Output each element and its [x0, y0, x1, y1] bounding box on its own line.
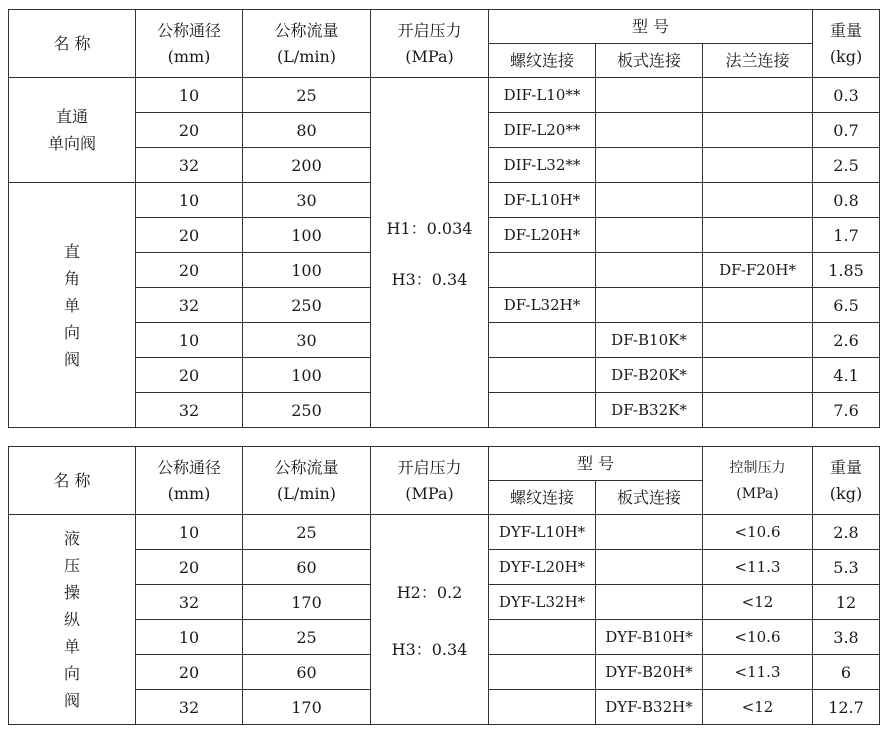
header-pressure-label: 开启压力	[397, 20, 462, 40]
pilot-check-valve-table	[8, 446, 880, 725]
cell-thread: DF-L20H*	[489, 218, 596, 253]
cell-weight: 1.85	[813, 253, 880, 288]
group-name-line: 液	[63, 529, 80, 548]
cell-weight: 12.7	[813, 690, 880, 725]
cell-flange: DF-F20H*	[703, 253, 813, 288]
cell-thread: DYF-L32H*	[489, 585, 596, 620]
header-diameter	[136, 447, 243, 515]
header-diameter-label: 公称通径	[156, 457, 221, 477]
cell-control-pressure: <10.6	[703, 515, 813, 550]
cell-flange	[703, 393, 813, 428]
cell-plate: DYF-B32H*	[596, 690, 703, 725]
cell-flange	[703, 113, 813, 148]
cell-flow: 100	[243, 358, 371, 393]
cell-flow: 25	[243, 78, 371, 113]
cell-control-pressure: <11.3	[703, 550, 813, 585]
cell-weight: 6.5	[813, 288, 880, 323]
header-pressure-unit: (MPa)	[405, 46, 454, 66]
cell-weight: 0.3	[813, 78, 880, 113]
cell-control-pressure: <10.6	[703, 620, 813, 655]
check-valve-table	[8, 9, 880, 428]
cell-plate: DYF-B10H*	[596, 620, 703, 655]
cell-control-pressure: <12	[703, 690, 813, 725]
cell-thread: DF-L32H*	[489, 288, 596, 323]
cell-flange	[703, 78, 813, 113]
cell-weight: 2.8	[813, 515, 880, 550]
cell-weight: 2.6	[813, 323, 880, 358]
cell-plate	[596, 515, 703, 550]
header-flow-unit: (L/min)	[276, 483, 337, 503]
cell-flow: 100	[243, 253, 371, 288]
cell-thread	[489, 655, 596, 690]
cell-plate	[596, 585, 703, 620]
cell-flow: 25	[243, 620, 371, 655]
cell-plate: DF-B20K*	[596, 358, 703, 393]
header-pressure-unit: (MPa)	[405, 483, 454, 503]
header-flow-label: 公称流量	[274, 457, 339, 477]
cell-weight: 0.7	[813, 113, 880, 148]
header-weight-unit: (kg)	[829, 46, 863, 66]
cell-weight: 4.1	[813, 358, 880, 393]
group-name-pilot	[9, 515, 136, 725]
cell-diameter: 20	[136, 253, 243, 288]
group-name-line: 角	[63, 268, 80, 288]
header-control-unit: (MPa)	[736, 485, 779, 502]
cell-plate	[596, 550, 703, 585]
cell-plate	[596, 288, 703, 323]
cell-diameter: 32	[136, 393, 243, 428]
header-weight-label: 重量	[830, 20, 863, 40]
group-name-angle	[9, 183, 136, 428]
cell-thread: DF-L10H*	[489, 183, 596, 218]
cell-thread: DYF-L20H*	[489, 550, 596, 585]
cell-plate: DYF-B20H*	[596, 655, 703, 690]
cell-flow: 200	[243, 148, 371, 183]
cell-plate	[596, 113, 703, 148]
cell-pressure	[371, 78, 489, 428]
group-name-line: 纵	[63, 610, 80, 629]
cell-thread	[489, 253, 596, 288]
header-model: 型 号	[489, 10, 813, 44]
cell-control-pressure: <12	[703, 585, 813, 620]
header-control-label: 控制压力	[729, 459, 786, 476]
cell-plate	[596, 183, 703, 218]
cell-thread: DIF-L32**	[489, 148, 596, 183]
header-pressure-label: 开启压力	[397, 457, 462, 477]
pressure-value: H1：0.034	[386, 218, 473, 238]
header-plate: 板式连接	[596, 44, 703, 78]
cell-flow: 170	[243, 585, 371, 620]
cell-flow: 60	[243, 655, 371, 690]
group-name-line: 单	[63, 637, 80, 656]
cell-flange	[703, 183, 813, 218]
header-flow	[243, 447, 371, 515]
cell-plate	[596, 253, 703, 288]
header-flow-label: 公称流量	[274, 20, 339, 40]
cell-weight: 5.3	[813, 550, 880, 585]
group-name-line: 单向阀	[47, 134, 96, 153]
header-flow	[243, 10, 371, 78]
cell-flow: 170	[243, 690, 371, 725]
cell-diameter: 10	[136, 515, 243, 550]
header-pressure	[371, 447, 489, 515]
cell-thread	[489, 358, 596, 393]
cell-flange	[703, 288, 813, 323]
cell-thread	[489, 393, 596, 428]
cell-diameter: 20	[136, 218, 243, 253]
header-thread: 螺纹连接	[489, 44, 596, 78]
cell-diameter: 20	[136, 655, 243, 690]
header-flow-unit: (L/min)	[276, 46, 337, 66]
cell-diameter: 10	[136, 78, 243, 113]
cell-thread: DIF-L20**	[489, 113, 596, 148]
header-name: 名 称	[9, 447, 136, 515]
header-pressure	[371, 10, 489, 78]
cell-flange	[703, 323, 813, 358]
cell-weight: 1.7	[813, 218, 880, 253]
cell-weight: 2.5	[813, 148, 880, 183]
cell-flow: 100	[243, 218, 371, 253]
cell-flange	[703, 358, 813, 393]
cell-flow: 60	[243, 550, 371, 585]
header-weight-label: 重量	[829, 457, 862, 477]
cell-diameter: 10	[136, 323, 243, 358]
cell-plate: DF-B32K*	[596, 393, 703, 428]
cell-thread	[489, 690, 596, 725]
header-flange: 法兰连接	[703, 44, 813, 78]
cell-thread: DYF-L10H*	[489, 515, 596, 550]
header-weight-unit: (kg)	[829, 483, 863, 503]
header-diameter	[136, 10, 243, 78]
header-thread: 螺纹连接	[489, 481, 596, 515]
cell-weight: 12	[813, 585, 880, 620]
cell-flange	[703, 148, 813, 183]
cell-thread	[489, 323, 596, 358]
cell-flow: 250	[243, 288, 371, 323]
cell-thread	[489, 620, 596, 655]
cell-weight: 6	[813, 655, 880, 690]
pressure-value: H2：0.2	[396, 582, 463, 602]
cell-diameter: 32	[136, 288, 243, 323]
header-model: 型 号	[489, 447, 703, 481]
header-diameter-label: 公称通径	[156, 20, 221, 40]
header-weight	[813, 447, 880, 515]
cell-diameter: 10	[136, 620, 243, 655]
cell-diameter: 10	[136, 183, 243, 218]
cell-flow: 25	[243, 515, 371, 550]
group-name-line: 阀	[63, 691, 80, 710]
cell-weight: 7.6	[813, 393, 880, 428]
cell-diameter: 32	[136, 585, 243, 620]
cell-weight: 0.8	[813, 183, 880, 218]
group-name-line: 单	[63, 295, 80, 315]
cell-flow: 80	[243, 113, 371, 148]
cell-diameter: 20	[136, 113, 243, 148]
pressure-value: H3：0.34	[391, 269, 468, 289]
cell-weight: 3.8	[813, 620, 880, 655]
cell-flow: 250	[243, 393, 371, 428]
cell-flow: 30	[243, 183, 371, 218]
cell-control-pressure: <11.3	[703, 655, 813, 690]
cell-plate	[596, 78, 703, 113]
header-diameter-unit: (mm)	[167, 46, 211, 66]
header-diameter-unit: (mm)	[167, 483, 211, 503]
group-name-straight	[9, 78, 136, 183]
group-name-line: 压	[63, 556, 80, 575]
group-name-line: 向	[63, 664, 80, 683]
cell-pressure	[371, 515, 489, 725]
cell-plate	[596, 218, 703, 253]
cell-thread: DIF-L10**	[489, 78, 596, 113]
cell-flange	[703, 218, 813, 253]
cell-plate	[596, 148, 703, 183]
group-name-line: 向	[63, 322, 80, 342]
cell-diameter: 32	[136, 690, 243, 725]
cell-flow: 30	[243, 323, 371, 358]
header-control-pressure	[703, 447, 813, 515]
cell-diameter: 20	[136, 358, 243, 393]
group-name-line: 直	[63, 241, 80, 261]
cell-diameter: 20	[136, 550, 243, 585]
group-name-line: 阀	[63, 349, 80, 369]
pressure-value: H3：0.34	[391, 639, 468, 659]
group-name-line: 操	[63, 583, 80, 602]
cell-diameter: 32	[136, 148, 243, 183]
header-weight	[813, 10, 880, 78]
group-name-line: 直通	[55, 107, 88, 126]
header-plate: 板式连接	[596, 481, 703, 515]
cell-plate: DF-B10K*	[596, 323, 703, 358]
header-name: 名 称	[9, 10, 136, 78]
